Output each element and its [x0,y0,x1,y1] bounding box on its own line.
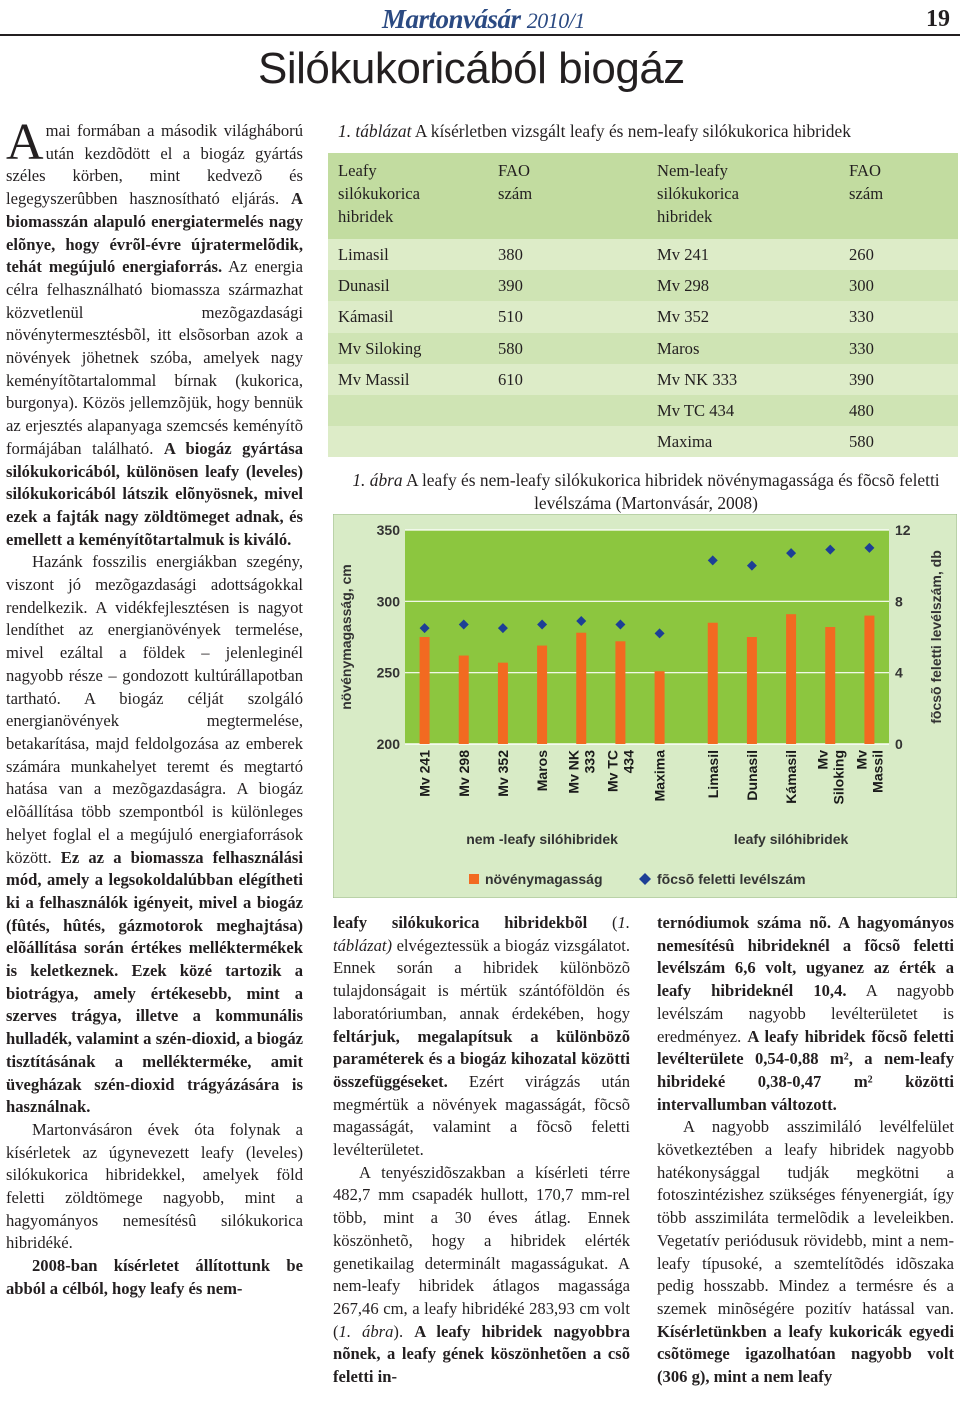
table-header-row [328,153,958,239]
table-cell: 580 [839,426,958,457]
text-run: ( [587,913,618,932]
text-run: Kísérletünkben a leafy kukoricák egyedi csõtömege igazolhatóan nagyobb volt (306 g), mint a nem leafy [657,1321,954,1387]
text-run: 1. ábra [338,1321,394,1341]
text-run: A biomasszán alapuló energiatermelés nagy elõnye, hogy évrõl-évre újratermelõdik, tehát megújuló energiaforrás. [6,189,303,277]
bar [615,641,625,744]
table-row [328,333,958,364]
x-tick-label [652,750,668,802]
text-run: Az energia célra felhasználható biomassza származhat közvetlenül mezõgazdasági növénytermesztésbõl, itt elsõsorban azok a növények jöhetnek szóba, amelyek nagy keményítõtartalommal bírnak (kukorica, burgonya). Közös jellemzõjük, hogy bennük az erjesztés alapanyaga szemcsés keményítõ formájában található. [6,257,303,458]
figure-caption-label: 1. ábra [352,470,403,490]
figure-caption-text: A leafy és nem-leafy silókukorica hibridek növénymagassága és fõcsõ feletti levélszáma (Martonvásár, 2008) [402,470,940,513]
text-run: 1. táblázat) [333,913,630,955]
bar [655,671,665,744]
x-tick-label-line: Mv 241 [416,750,433,797]
x-tick-label [534,750,550,791]
x-tick-label-line: 333 [581,750,598,774]
table-row [328,426,958,457]
table-cell: Limasil [328,239,488,270]
y-tick-label: 350 [376,522,400,538]
article-title: Silókukoricából biogáz [258,44,685,93]
x-tick-label [456,750,472,797]
table-caption-text: A kísérletben vizsgált leafy és nem-leafy silókukorica hibridek [411,121,851,141]
y-axis-label: növénymagasság, cm [338,564,354,710]
masthead [0,4,960,32]
table-row [328,301,958,332]
table-cell: 380 [488,239,647,270]
brand-name: Martonvásár [382,4,521,34]
y2-tick-label: 8 [895,593,903,610]
x-tick-label-line: Mv 298 [455,750,472,797]
y-tick-label: 250 [376,664,400,681]
x-tick-label [705,750,721,798]
header-rule [0,34,960,36]
table-cell: Mv 298 [647,270,839,301]
table-header-cell: FAO szám [488,153,647,239]
issue-year: 2010/1 [526,8,585,33]
table-cell: 390 [839,364,958,395]
page-number: 19 [926,6,950,32]
text-run: ternódiumok száma nõ. A hagyományos nemesítésû hibrideknél a fõcsõ feletti levélszám 6,6 volt, ugyanez az érték a leafy hibrideknél 10,4. [657,913,954,1001]
y2-tick-label: 12 [895,522,911,538]
text-run: feltárjuk, megalapítsuk a különbözõ paraméterek és a biogáz kihozatal közötti összefüggéseket. [333,1026,630,1091]
table-header-cell: Nem-leafy silókukorica hibridek [647,153,839,239]
bar [786,614,796,744]
x-tick-label [417,750,433,797]
col1-paragraph [6,1255,303,1300]
x-tick-label-line: Maros [534,750,551,792]
bar [537,646,547,744]
legend-bar-swatch [469,874,479,884]
x-tick-label-line: Siloking [830,750,847,805]
y-tick-label: 300 [376,593,400,610]
x-tick-label-line: 434 [620,750,637,774]
bar [747,637,757,744]
x-tick-label-line: Kámasil [783,750,800,804]
bar [498,663,508,744]
x-tick-label-line: Massil [869,750,886,793]
x-tick-label-line: Dunasil [743,750,760,801]
bar [708,623,718,744]
text-run: Ezért virágzás után megmértük a növények magasságát, fõcsõ magasságát, valamint a fõcsõ feletti levélterületet. [333,1071,630,1160]
table-caption-label: 1. táblázat [338,121,412,141]
plot-area [405,530,889,744]
text-run: A biogáz gyártása silókukoricából, különösen leafy (leveles) silókukoricából látszik elõnyösnek, mivel ezek a fajták nagy zöldtömeget adnak, és emellett a keményítõtartalmuk is kiváló. [6,438,303,549]
table-cell: 300 [839,270,958,301]
table-cell: 390 [488,270,647,301]
col1-paragraph [6,551,303,1119]
x-tick-label-line: Limasil [704,750,721,799]
table-row [328,270,958,301]
text-run: A nagyobb asszimiláló levélfelület következtében a leafy hibridek nagyobb hatékonysággal tudják megkötni a fotoszintézishez szükséges fényenergiát, így több asszimiláta termelõdik a leveleikben. Vegetatív periódusuk rövidebb, mint a nem-leafy típusoké, a szemtelítõdés idõszaka pedig hosszabb. Mindez a termésre és a szemek minõségére pozitív hatással van. [657,1117,954,1318]
article-column-3 [657,912,954,1389]
table-cell: 330 [839,301,958,332]
table-cell [328,395,488,426]
group-label: nem -leafy silóhibridek [466,831,618,847]
text-run: leafy silókukorica hibridekbõl [333,913,588,932]
col3-paragraph [657,1116,954,1388]
y2-tick-label: 4 [895,664,903,681]
x-tick-label-line: Mv 352 [494,750,511,797]
y-tick-label: 200 [376,736,400,752]
text-run: Ez az a biomassza felhasználási mód, amely a legsokoldalúbban elégítheti ki a felhasználók igényeit, mivel a biogáz (fûtés, hûtés, gázmotorok meghajtása) elõállítása során értékes melléktermékek is keletkeznek. Ezek közé tartozik a biotrágya, amely értékesebb, mint a szerves trágya, illetve a kommunális hulladék, valamint a szén-dioxid, a biogáz tisztításának a mellékterméke, amit üvegházak szén-dioxid trágyázására is használnak. [6,847,304,1117]
col3-paragraph [657,912,954,1116]
table-cell: Maros [647,333,839,364]
text-run: elvégeztessük a biogáz vizsgálatot. Ennek során a hibridek különbözõ tulajdonságait is mértük szántóföldön és laboratóriumban, annak érdekében, hogy [333,935,630,1023]
x-tick-label-line: Maxima [651,750,668,802]
table-header-cell: FAO szám [839,153,958,239]
text-run: Hazánk fosszilis energiákban szegény, viszont jó mezõgazdasági adottságokkal rendelkezik. A vidékfejlesztésen is nagyot lendíthet az energianövények termelése, mivel ezáltal a földek – jelenleginél nagyobb része – gondozott kultúrállapotban tartható. A biogáz célját szolgáló energianövények megtermelése, betakarítása, majd feldolgozása az emberek számára munkahelyet teremt és megtartó hatása van a mezõgazdaságra. A biogáz elõállítása több szempontból is különleges helyet foglal el a megújuló energiaforrások között. [6,552,303,867]
bar [576,633,586,744]
x-tick-label [783,750,799,804]
bar [459,656,469,744]
table-row [328,364,958,395]
table-cell: Mv 241 [647,239,839,270]
col2-paragraph [333,1162,630,1389]
table-cell: Mv Massil [328,364,488,395]
table-caption [338,120,958,142]
article-column-1 [6,114,304,1301]
table-cell: 610 [488,364,647,395]
text-run: Martonvásáron évek óta folynak a kísérletek az úgynevezett leafy (leveles) silókukorica hibridekkel, amelyek föld feletti zöldtömege nagyobb, mint a hagyományos nemesítésû silókukorica hibridéké. [6,1119,303,1253]
y2-tick-label: 0 [895,736,903,752]
text-run: ). [393,1321,415,1341]
legend-label: növénymagasság [485,871,603,887]
y2-axis-label: fõcsõ feletti levélszám, db [928,550,944,724]
table-cell [488,395,647,426]
table-cell: 480 [839,395,958,426]
col1-paragraph [6,114,303,551]
table-cell: Kámasil [328,301,488,332]
text-run: A nagyobb levélszám nagyobb levélterületet is eredményez. [657,981,954,1046]
x-tick-label-line: Mv [853,750,870,770]
table-cell: Mv 352 [647,301,839,332]
hybrid-table [328,153,958,457]
x-tick-label-line: Mv [814,750,831,770]
text-run: A leafy hibridek fõcsõ feletti levélterülete 0,54-0,88 m², a nem-leafy hibrideké 0,38-0,47 m² közötti intervallumban változott. [657,1026,954,1114]
table-row [328,239,958,270]
masthead-brand [382,4,585,35]
legend-label: fõcsõ feletti levélszám [657,871,806,887]
text-run: A leafy hibridek nagyobbra nõnek, a leafy gének köszönhetõen a csõ feletti in- [333,1321,630,1387]
table-cell: 510 [488,301,647,332]
col1-paragraph [6,1119,303,1255]
table-cell: Mv TC 434 [647,395,839,426]
x-tick-label [744,750,760,801]
group-label: leafy silóhibridek [733,831,849,847]
table-cell [328,426,488,457]
x-tick-label-line: Mv TC [604,750,621,792]
table-row [328,395,958,426]
table-cell: Dunasil [328,270,488,301]
x-tick-label [495,750,511,797]
table-header-cell: Leafy silókukorica hibridek [328,153,488,239]
bar [825,627,835,744]
table-cell: Maxima [647,426,839,457]
table-cell: Mv NK 333 [647,364,839,395]
text-run: A tenyészidõszakban a kísérleti térre 482,7 mm csapadék hullott, 170,7 mm-rel több, mint a 30 éves átlag. Ennek köszönhetõ, hogy a hibridek elérték genetikailag determinált magasságukat. A nem-leafy hibridek átlagos magassága 267,46 cm, a leafy hibridéké 283,93 cm volt ( [333,1162,630,1341]
text-run: mai formában a második világháború után kezdõdött el a biogáz gyártás széles körben, mint kedvezõ és legegyszerûbben hasznosítható eljárás. [6,121,303,209]
x-tick-label-line: Mv NK [565,750,582,794]
article-column-2 [333,912,630,1389]
table-cell: 330 [839,333,958,364]
table-cell [488,426,647,457]
drop-cap: A [6,114,44,171]
table-cell: 580 [488,333,647,364]
table-cell: 260 [839,239,958,270]
text-run: 2008-ban kísérletet állítottunk be abból a célból, hogy leafy és nem- [6,1256,303,1298]
height-leafcount-chart [333,514,957,898]
col2-paragraph [333,912,630,1162]
bar [864,616,874,744]
figure-caption [336,469,956,515]
bar [420,637,430,744]
table-cell: Mv Siloking [328,333,488,364]
